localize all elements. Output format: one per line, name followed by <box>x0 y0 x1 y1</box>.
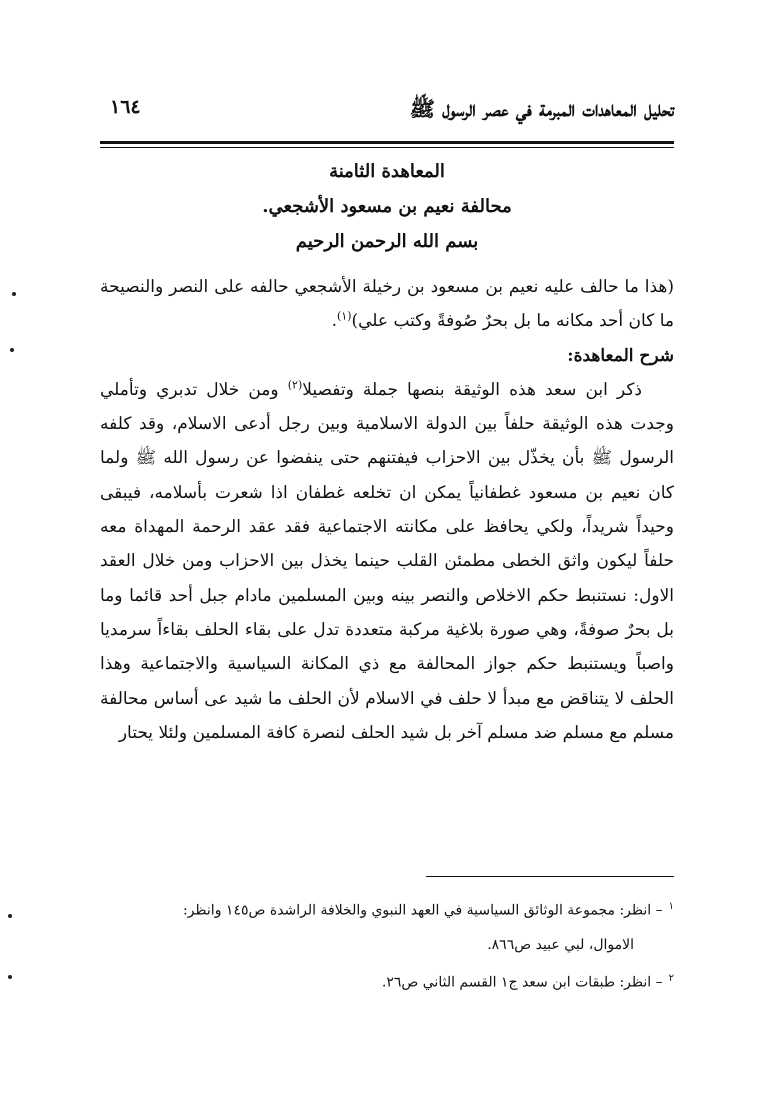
scan-speck <box>8 975 12 979</box>
page-number: ١٦٤ <box>110 96 141 118</box>
footnote-ref-2: (٢) <box>287 378 303 392</box>
treaty-quote-text: (هذا ما حالف عليه نعيم بن مسعود بن رخيلة الأشجعي حالفه على النصر والنصيحة ما كان أحد مكانه ما بل بحرٌ صُوفةً وكتب علي) <box>100 277 674 332</box>
treaty-name: محالفة نعيم بن مسعود الأشجعي. <box>262 196 512 217</box>
footnote-1-text: – انظر: مجموعة الوثائق السياسية في العهد النبوي والخلافة الراشدة ص١٤٥ وانظر: <box>182 902 663 919</box>
footnotes <box>100 890 674 999</box>
scan-speck <box>10 348 14 352</box>
footnote-separator <box>426 876 674 877</box>
running-title: تحليل المعاهدات المبرمة في عصر الرسول ﷺ <box>409 96 674 121</box>
footnote-2-text: – انظر: طبقات ابن سعد ج١ القسم الثاني ص٢٦. <box>381 974 663 991</box>
header-rule-thick <box>100 141 674 144</box>
footnote-ref-1: (١) <box>336 309 352 323</box>
treaty-quote-end: . <box>331 311 337 332</box>
section-title: شرح المعاهدة: <box>567 345 674 366</box>
scan-speck <box>12 292 16 296</box>
treaty-label: المعاهدة الثامنة <box>329 161 445 182</box>
header-rule-thin <box>100 147 674 148</box>
footnote-1-marker: ١ <box>668 901 674 912</box>
main-body <box>100 270 674 750</box>
basmala: بسم الله الرحمن الرحيم <box>295 231 479 252</box>
scan-speck <box>8 914 12 918</box>
treaty-headings <box>100 154 674 259</box>
footnote-2-marker: ٢ <box>668 972 674 984</box>
treaty-quote <box>100 270 674 339</box>
footnote-1-continuation: الاموال، لبي عبيد ص٨٦٦. <box>487 936 634 953</box>
explanation-paragraph <box>100 373 674 750</box>
explanation-text-part1: ذكر ابن سعد هذه الوثيقة بنصها جملة وتفصيلا <box>302 379 642 400</box>
footnote-1 <box>100 890 674 928</box>
footnote-2 <box>100 962 674 1000</box>
page-header <box>100 92 674 132</box>
explanation-text-part2: ومن خلال تدبري وتأملي وجدت هذه الوثيقة حلفاً بين الدولة الاسلامية وبين رجل أدعى الاسلام، وقد كلفه الرسول ﷺ بأن يخذّل بين الاحزاب فيفتنهم حتى ينفضوا عن رسول الله ﷺ ولما كان نعيم بن مسعود غطفانياً يمكن ان تخلعه غطفان اذا شعرت بأسلامه، فيبقى وحيداً شريداً، ولكي يحافظ على مكانته الاجتماعية فقد عقد الرحمة المهداة معه حلفاً ليكون واثق الخطى مطمئن القلب حينما يخذل بين الاحزاب ومن خلال العقد الاول: نستنبط حكم الاخلاص والنصر بينه وبين المسلمين مادام جبل أحد قائما وما بل بحرٌ صوفةً، وهي صورة بلاغية مركبة متعددة تدل على بقاء الحلف بقاءاً سرمديا واصباً ويستنبط حكم جواز المحالفة مع ذي المكانة السياسية والاجتماعية وهذا الحلف لا يتناقض مع مبدأ لا حلف في الاسلام لأن الحلف ما شيد عى أساس محالفة مسلم مع مسلم ضد مسلم آخر بل شيد الحلف لنصرة كافة المسلمين ولئلا يحتار <box>100 379 675 743</box>
